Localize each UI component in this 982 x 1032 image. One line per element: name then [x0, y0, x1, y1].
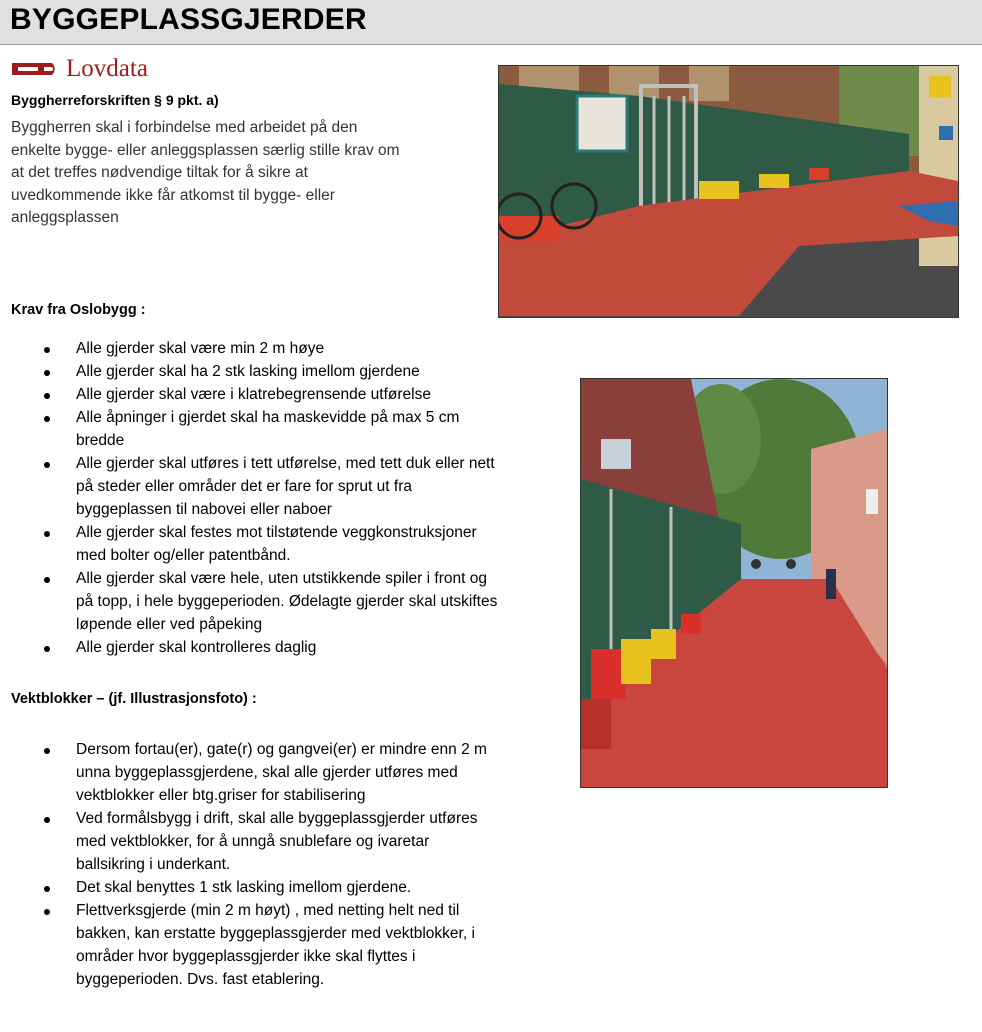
list-item	[0, 876, 500, 899]
bullet-icon	[44, 462, 50, 468]
list-item	[0, 337, 500, 360]
list-item-text: Dersom fortau(er), gate(r) og gangvei(er) er mindre enn 2 m unna byggeplassgjerdene, skal alle gjerder utføres med vektblokker eller btg.griser for stabilisering	[76, 741, 487, 804]
list-item	[0, 738, 500, 807]
bullet-icon	[44, 646, 50, 652]
bullet-icon	[44, 393, 50, 399]
list-item	[0, 899, 500, 991]
bullet-icon	[44, 577, 50, 583]
list-item-text: Alle gjerder skal være i klatrebegrensende utførelse	[76, 386, 431, 403]
list-item-text: Alle gjerder skal være min 2 m høye	[76, 340, 325, 357]
bullet-icon	[44, 531, 50, 537]
list-item	[0, 360, 500, 383]
bullet-icon	[44, 347, 50, 353]
list-item-text: Alle gjerder skal ha 2 stk lasking imellom gjerdene	[76, 363, 420, 380]
regulation-reference: Byggherreforskriften § 9 pkt. a)	[11, 92, 219, 108]
alley-fence-illustration	[581, 379, 887, 787]
bullet-icon	[44, 416, 50, 422]
list-item	[0, 636, 500, 659]
list-item	[0, 383, 500, 406]
list-item-text: Ved formålsbygg i drift, skal alle byggeplassgjerder utføres med vektblokker, for å unngå snublefare og ivaretar ballsikring i underkant.	[76, 810, 478, 873]
fence-turnstile-illustration	[499, 66, 958, 317]
intro-paragraph: Byggherren skal i forbindelse med arbeidet på den enkelte bygge- eller anleggsplassen særlig stille krav om at det treffes nødvendige tiltak for å sikre at uvedkommende ikke får atkomst til bygge- eller anleggsplassen	[11, 119, 400, 226]
bullet-icon	[44, 909, 50, 915]
weight-blocks-list	[0, 738, 500, 991]
list-item	[0, 406, 500, 452]
list-item	[0, 807, 500, 876]
lovdata-logo-icon	[12, 61, 64, 77]
photo-fence-with-turnstile	[498, 65, 959, 318]
list-item	[0, 521, 500, 567]
bullet-icon	[44, 748, 50, 754]
list-item-text: Alle gjerder skal kontrolleres daglig	[76, 639, 317, 656]
list-item-text: Alle åpninger i gjerdet skal ha maskevidde på max 5 cm bredde	[76, 409, 460, 449]
title-bar	[0, 0, 982, 45]
bullet-icon	[44, 817, 50, 823]
list-item	[0, 452, 500, 521]
list-item-text: Alle gjerder skal festes mot tilstøtende veggkonstruksjoner med bolter og/eller patentbånd.	[76, 524, 477, 564]
list-item-text: Flettverksgjerde (min 2 m høyt) , med netting helt ned til bakken, kan erstatte byggeplassgjerder med vektblokker, i områder hvor byggeplassgjerder ikke skal flyttes i byggeperioden. Dvs. fast etablering.	[76, 902, 475, 988]
list-item-text: Alle gjerder skal utføres i tett utførelse, med tett duk eller nett på steder eller områder det er fare for sprut ut fra byggeplassen til nabovei eller naboer	[76, 455, 495, 518]
bullet-icon	[44, 370, 50, 376]
lovdata-logo-text: Lovdata	[66, 55, 148, 82]
page-title: BYGGEPLASSGJERDER	[10, 3, 367, 36]
list-item	[0, 567, 500, 636]
lovdata-logo	[12, 55, 148, 82]
section-heading-requirements: Krav fra Oslobygg :	[11, 302, 146, 318]
requirements-list	[0, 337, 500, 659]
photo-alley-fence-weight-blocks	[580, 378, 888, 788]
bullet-icon	[44, 886, 50, 892]
list-item-text: Det skal benyttes 1 stk lasking imellom gjerdene.	[76, 879, 412, 896]
section-heading-weight-blocks: Vektblokker – (jf. Illustrasjonsfoto) :	[11, 691, 257, 707]
list-item-text: Alle gjerder skal være hele, uten utstikkende spiler i front og på topp, i hele byggeperioden. Ødelagte gjerder skal utskiftes løpende eller ved påpeking	[76, 570, 498, 633]
